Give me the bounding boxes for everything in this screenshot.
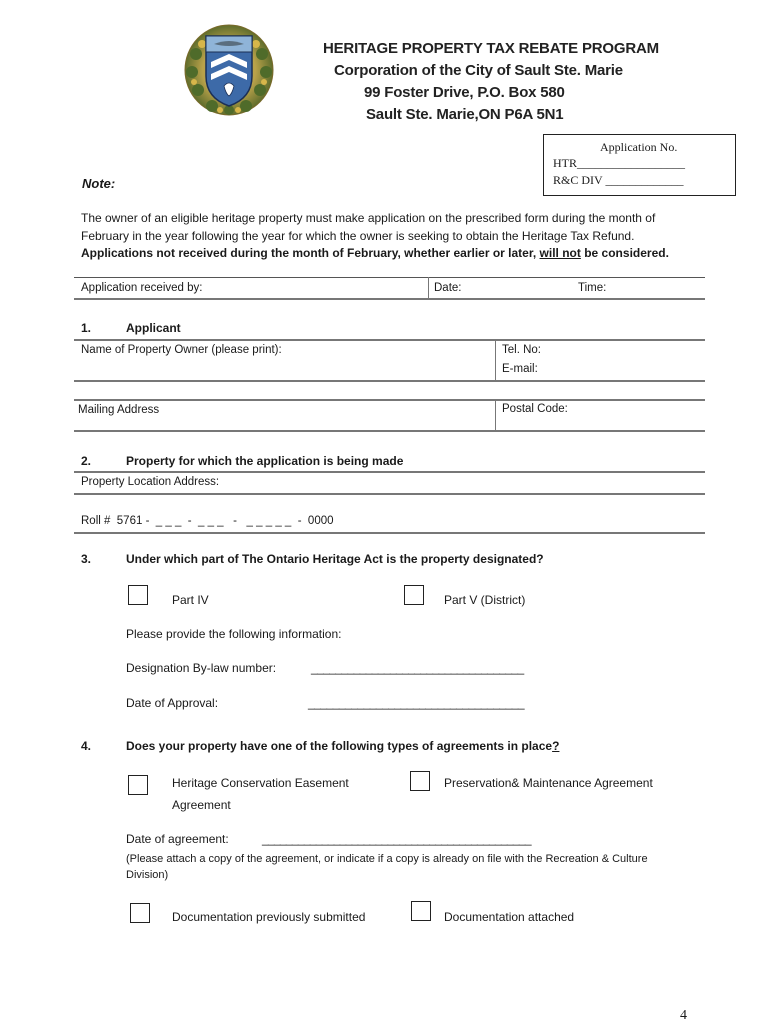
attach-note-2: Division)	[126, 869, 169, 881]
part-v-checkbox[interactable]	[404, 585, 424, 605]
part-iv-checkbox[interactable]	[128, 585, 148, 605]
section-4-title-mark: ?	[552, 739, 560, 753]
htr-field[interactable]: HTR__________________	[553, 156, 685, 170]
page-number: 4	[680, 1008, 687, 1023]
rc-div-field[interactable]: R&C DIV _____________	[553, 173, 684, 187]
property-location-field[interactable]: Property Location Address:	[81, 476, 220, 488]
note-label: Note:	[82, 176, 116, 191]
application-number-label: Application No.	[600, 140, 678, 154]
received-bottom-rule	[74, 298, 705, 300]
section-3-number: 3.	[81, 552, 92, 566]
mailing-divider	[495, 400, 496, 431]
received-by-field[interactable]: Application received by:	[81, 282, 203, 294]
section-1-number: 1.	[81, 321, 92, 335]
corporation-name: Corporation of the City of Sault Ste. Marie	[334, 62, 623, 79]
section-4-number: 4.	[81, 739, 92, 753]
section-4-title	[126, 739, 559, 753]
doc-submitted-checkbox[interactable]	[130, 903, 150, 923]
section-2-mid-rule	[74, 493, 705, 495]
note-warning-text: Applications not received during the month of February, whether earlier or later,	[81, 246, 537, 260]
note-line-1: The owner of an eligible heritage property must make application on the prescribed form during the month of	[81, 211, 656, 225]
preservation-label: Preservation& Maintenance Agreement	[444, 776, 653, 790]
easement-label-cont: Agreement	[172, 798, 231, 812]
roll-number-field[interactable]: Roll # 5761 - _ _ _ - _ _ _ - _ _ _ _ _ - 0000	[81, 515, 334, 527]
note-line-3	[81, 246, 669, 260]
section-1-title: Applicant	[126, 321, 181, 335]
mailing-address-field[interactable]: Mailing Address	[78, 404, 160, 416]
owner-name-field[interactable]: Name of Property Owner (please print):	[81, 344, 282, 356]
postal-code-field[interactable]: Postal Code:	[502, 403, 568, 415]
part-iv-label: Part IV	[172, 593, 209, 607]
received-time-field[interactable]: Time:	[578, 282, 607, 294]
received-date-field[interactable]: Date:	[434, 282, 462, 294]
approval-label: Date of Approval:	[126, 696, 219, 710]
received-top-rule	[74, 277, 705, 278]
note-line-2: February in the year following the year for which the owner is seeking to obtain the Heritage Tax Refund.	[81, 229, 635, 243]
owner-bottom-rule	[74, 380, 705, 382]
section-2-title: Property for which the application is being made	[126, 454, 404, 468]
address-line: 99 Foster Drive, P.O. Box 580	[364, 84, 565, 101]
mailing-top-rule	[74, 399, 705, 401]
doc-attached-label: Documentation attached	[444, 910, 575, 924]
section-2-number: 2.	[81, 454, 92, 468]
email-field[interactable]: E-mail:	[502, 363, 538, 375]
mailing-bottom-rule	[74, 430, 705, 432]
approval-input-line[interactable]: ___________________________________	[308, 696, 525, 710]
doc-attached-checkbox[interactable]	[411, 901, 431, 921]
agreement-date-label: Date of agreement:	[126, 832, 229, 846]
doc-submitted-label: Documentation previously submitted	[172, 910, 366, 924]
preservation-checkbox[interactable]	[410, 771, 430, 791]
section-2-top-rule	[74, 471, 705, 473]
city-postal-line: Sault Ste. Marie,ON P6A 5N1	[366, 106, 564, 123]
bylaw-label: Designation By-law number:	[126, 661, 277, 675]
easement-label: Heritage Conservation Easement	[172, 776, 349, 790]
section-2-bottom-rule	[74, 532, 705, 534]
section-1-top-rule	[74, 339, 705, 341]
section-3-title: Under which part of The Ontario Heritage Act is the property designated?	[126, 552, 544, 566]
tel-field[interactable]: Tel. No:	[502, 344, 541, 356]
note-will-not: will not	[539, 246, 581, 260]
note-considered: be considered.	[584, 246, 669, 260]
attach-note-1: (Please attach a copy of the agreement, or indicate if a copy is already on file with the Recreation & Culture	[126, 853, 648, 865]
part-v-label: Part V (District)	[444, 593, 526, 607]
agreement-date-line[interactable]: _____________________________________________	[262, 832, 531, 846]
easement-checkbox[interactable]	[128, 775, 148, 795]
info-prompt: Please provide the following information:	[126, 627, 342, 641]
owner-divider	[495, 340, 496, 381]
city-crest-logo	[184, 24, 274, 116]
received-divider	[428, 277, 429, 298]
section-4-title-text: Does your property have one of the following types of agreements in place	[126, 739, 553, 753]
application-number-box	[543, 134, 736, 196]
program-title: HERITAGE PROPERTY TAX REBATE PROGRAM	[323, 40, 659, 57]
bylaw-input-line[interactable]: ___________________________________	[311, 661, 524, 675]
